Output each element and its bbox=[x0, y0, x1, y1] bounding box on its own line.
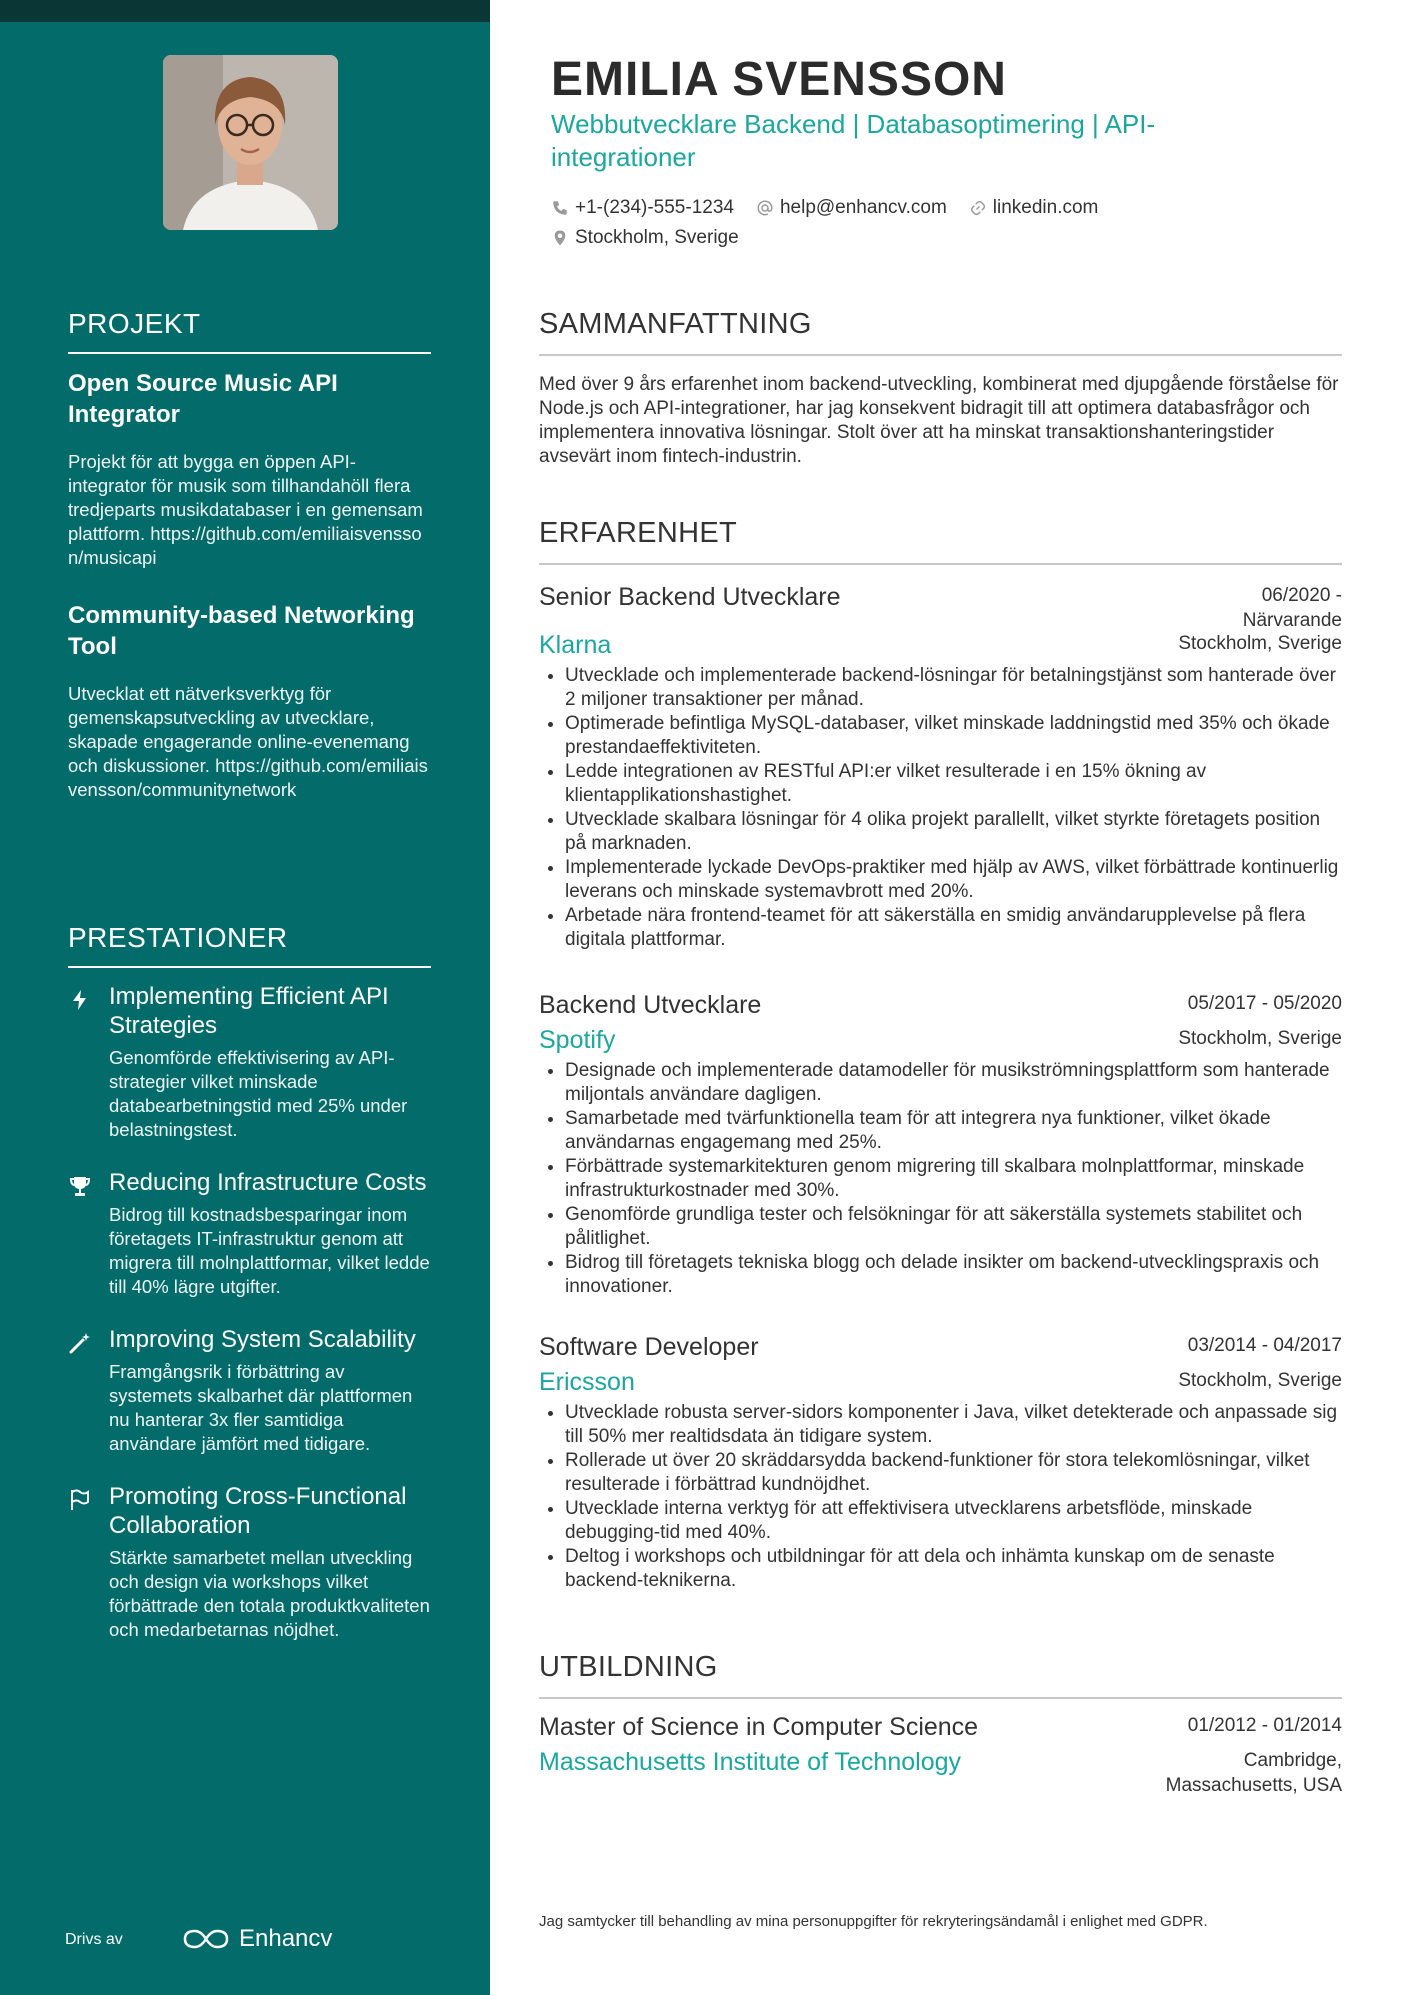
project-item bbox=[68, 600, 431, 802]
job-bullets bbox=[539, 1401, 1342, 1593]
job-bullet: • Samarbetade med tvärfunktionella team för att integrera nya funktioner, vilket ökade användarnas engagemang med 25%. bbox=[565, 1107, 1342, 1155]
job-date: 05/2017 - 05/2020 bbox=[1187, 993, 1342, 1014]
linkedin-text: linkedin.com bbox=[992, 197, 1099, 218]
enhancv-logo[interactable] bbox=[183, 1925, 332, 1953]
magic-wand-icon bbox=[68, 1331, 92, 1355]
projects-section bbox=[68, 308, 431, 832]
degree-title: Master of Science in Computer Science bbox=[539, 1713, 979, 1741]
job-bullet: • Förbättrade systemarkitekturen genom migrering till skalbara molnplattformar, minskade infrastrukturkostnader med 30%. bbox=[565, 1155, 1342, 1203]
job-bullet: • Arbetade nära frontend-teamet för att säkerställa en smidig användarupplevelse på flera digitala plattformar. bbox=[565, 904, 1342, 952]
link-icon bbox=[969, 199, 987, 217]
job-bullet: • Designade och implementerade datamodeller för musikströmningsplattform som hanterade miljontals användare dagligen. bbox=[565, 1059, 1342, 1107]
achievement-item bbox=[68, 1482, 431, 1642]
job-date: 06/2020 - Närvarande bbox=[1242, 585, 1342, 631]
lightning-icon bbox=[68, 988, 92, 1012]
project-link[interactable]: https://github.com/emiliaisvensson/musicapi bbox=[68, 523, 422, 568]
education-date: 01/2012 - 01/2014 bbox=[1187, 1715, 1342, 1736]
education-location: Cambridge, Massachusetts, USA bbox=[1165, 1750, 1342, 1796]
project-title: Community-based Networking Tool bbox=[68, 602, 415, 660]
project-description bbox=[68, 450, 431, 570]
job-bullet: • Genomförde grundliga tester och felsökningar för att säkerställa systemets stabilitet och pålitlighet. bbox=[565, 1203, 1342, 1251]
job-bullet: • Utvecklade robusta server-sidors komponenter i Java, vilket detekterade och anpassade sig till 50% mer realtidsdata än tidigare system. bbox=[565, 1401, 1342, 1449]
achievement-title: Improving System Scalability bbox=[109, 1326, 416, 1353]
achievement-description: Bidrog till kostnadsbesparingar inom företagets IT-infrastruktur genom att migrera till molnplattformar, vilket ledde till 40% lägre utgifter. bbox=[109, 1204, 430, 1297]
education-entry bbox=[539, 1713, 1342, 1798]
location-text: Stockholm, Sverige bbox=[575, 227, 739, 248]
school-name: Massachusetts Institute of Technology bbox=[539, 1748, 961, 1776]
profile-photo-image bbox=[163, 55, 338, 230]
job-title: Software Developer bbox=[539, 1333, 759, 1361]
job-bullet: • Rollerade ut över 20 skräddarsydda backend-funktioner för stora telekomlösningar, vilket resulterade i förbättrad kundnöjdhet. bbox=[565, 1449, 1342, 1497]
project-item bbox=[68, 368, 431, 570]
gdpr-consent: Jag samtycker till behandling av mina personuppgifter för rekryteringsändamål i enlighet med GDPR. bbox=[539, 1913, 1208, 1930]
profile-photo bbox=[163, 55, 338, 230]
achievement-description: Framgångsrik i förbättring av systemets skalbarhet där plattformen nu hanterar 3x fler samtidiga användare jämfört med tidigare. bbox=[109, 1361, 413, 1454]
candidate-name: EMILIA SVENSSON bbox=[551, 53, 1007, 106]
job-bullets bbox=[539, 664, 1342, 952]
job-entry bbox=[539, 583, 1342, 952]
enhancv-logo-text: Enhancv bbox=[239, 1925, 333, 1952]
project-link[interactable]: https://github.com/emiliaisvensson/communitynetwork bbox=[68, 755, 428, 800]
job-bullet: • Deltog i workshops och utbildningar för att dela och inhämta kunskap om de senaste backend-teknikerna. bbox=[565, 1545, 1342, 1593]
job-entry bbox=[539, 1333, 1342, 1593]
job-bullet: • Utvecklade skalbara lösningar för 4 olika projekt parallellt, vilket styrkte företagets position på marknaden. bbox=[565, 808, 1342, 856]
job-bullet: • Utvecklade och implementerade backend-lösningar för betalningstjänst som hanterade över 2 miljoner transaktioner per månad. bbox=[565, 664, 1342, 712]
achievement-description: Genomförde effektivisering av API-strategier vilket minskade databearbetningstid med 25% under belastningstest. bbox=[109, 1047, 408, 1140]
achievements-section bbox=[68, 922, 431, 1668]
job-bullet: • Optimerade befintliga MySQL-databaser, vilket minskade laddningstid med 35% och ökade prestandaeffektiviteten. bbox=[565, 712, 1342, 760]
achievement-description: Stärkte samarbetet mellan utveckling och design via workshops vilket förbättrade den totala produktkvaliteten och medarbetarnas nöjdhet. bbox=[109, 1547, 430, 1640]
enhancv-logo-icon bbox=[183, 1927, 229, 1951]
flag-icon bbox=[68, 1488, 92, 1512]
company-name: Klarna bbox=[539, 631, 612, 659]
email-text: help@enhancv.com bbox=[779, 197, 947, 218]
email-contact[interactable] bbox=[756, 197, 947, 219]
achievement-title: Promoting Cross-Functional Collaboration bbox=[109, 1483, 407, 1539]
at-icon bbox=[756, 199, 774, 217]
job-title: Backend Utvecklare bbox=[539, 991, 762, 1019]
project-text: Projekt för att bygga en öppen API-integrator för musik som tillhandahöll flera tredjeparts musikdatabaser i en gemensam plattform. bbox=[68, 451, 423, 544]
project-text: Utvecklat ett nätverksverktyg för gemenskapsutveckling av utvecklare, skapade engagerande online-evenemang och diskussioner. bbox=[68, 683, 410, 776]
company-name: Ericsson bbox=[539, 1368, 635, 1396]
achievements-heading: PRESTATIONER bbox=[68, 922, 431, 968]
projects-heading: PROJEKT bbox=[68, 308, 431, 354]
phone-contact[interactable] bbox=[551, 197, 734, 219]
achievement-title: Reducing Infrastructure Costs bbox=[109, 1169, 427, 1196]
achievement-title: Implementing Efficient API Strategies bbox=[109, 983, 389, 1039]
achievement-item bbox=[68, 982, 431, 1142]
phone-icon bbox=[551, 199, 569, 217]
job-bullet: • Utvecklade interna verktyg för att effektivisera utvecklarens arbetsflöde, minskade debugging-tid med 40%. bbox=[565, 1497, 1342, 1545]
contact-info bbox=[551, 193, 1311, 253]
summary-heading: SAMMANFATTNING bbox=[539, 308, 1342, 356]
achievement-item bbox=[68, 1325, 431, 1456]
job-title: Senior Backend Utvecklare bbox=[539, 583, 841, 611]
education-heading: UTBILDNING bbox=[539, 1651, 1342, 1699]
job-bullet: • Bidrog till företagets tekniska blogg och delade insikter om backend-utvecklingspraxis och innovationer. bbox=[565, 1251, 1342, 1299]
trophy-icon bbox=[68, 1174, 92, 1198]
summary-text: Med över 9 års erfarenhet inom backend-utveckling, kombinerat med djupgående förståelse för Node.js och API-integrationer, har jag konsekvent bidragit till att optimera databasfrågor och implementera innovativa lösningar. Stolt över att ha minskat transaktionshanteringstider avsevärt inom fintech-industrin. bbox=[539, 374, 1339, 467]
achievement-item bbox=[68, 1168, 431, 1299]
project-description bbox=[68, 682, 431, 802]
job-date: 03/2014 - 04/2017 bbox=[1187, 1335, 1342, 1356]
candidate-headline: Webbutvecklare Backend | Databasoptimering | API-integrationer bbox=[551, 109, 1156, 172]
phone-text: +1-(234)-555-1234 bbox=[575, 197, 734, 218]
job-bullet: • Ledde integrationen av RESTful API:er vilket resulterade i en 15% ökning av klientapplikationshastighet. bbox=[565, 760, 1342, 808]
sidebar bbox=[0, 0, 490, 1995]
job-bullets bbox=[539, 1059, 1342, 1299]
linkedin-contact[interactable] bbox=[969, 197, 1099, 219]
location-contact bbox=[551, 227, 739, 249]
powered-by-label: Drivs av bbox=[65, 1931, 123, 1948]
job-location: Stockholm, Sverige bbox=[1178, 633, 1342, 654]
project-title: Open Source Music API Integrator bbox=[68, 370, 338, 428]
job-location: Stockholm, Sverige bbox=[1178, 1028, 1342, 1049]
job-bullet: • Implementerade lyckade DevOps-praktiker med hjälp av AWS, vilket förbättrade kontinuerlig leverans och minskade systemavbrott med 20%. bbox=[565, 856, 1342, 904]
location-pin-icon bbox=[551, 229, 569, 247]
job-entry bbox=[539, 991, 1342, 1299]
sidebar-top-bar bbox=[0, 0, 490, 22]
job-location: Stockholm, Sverige bbox=[1178, 1370, 1342, 1391]
experience-heading: ERFARENHET bbox=[539, 517, 1342, 565]
company-name: Spotify bbox=[539, 1026, 616, 1054]
